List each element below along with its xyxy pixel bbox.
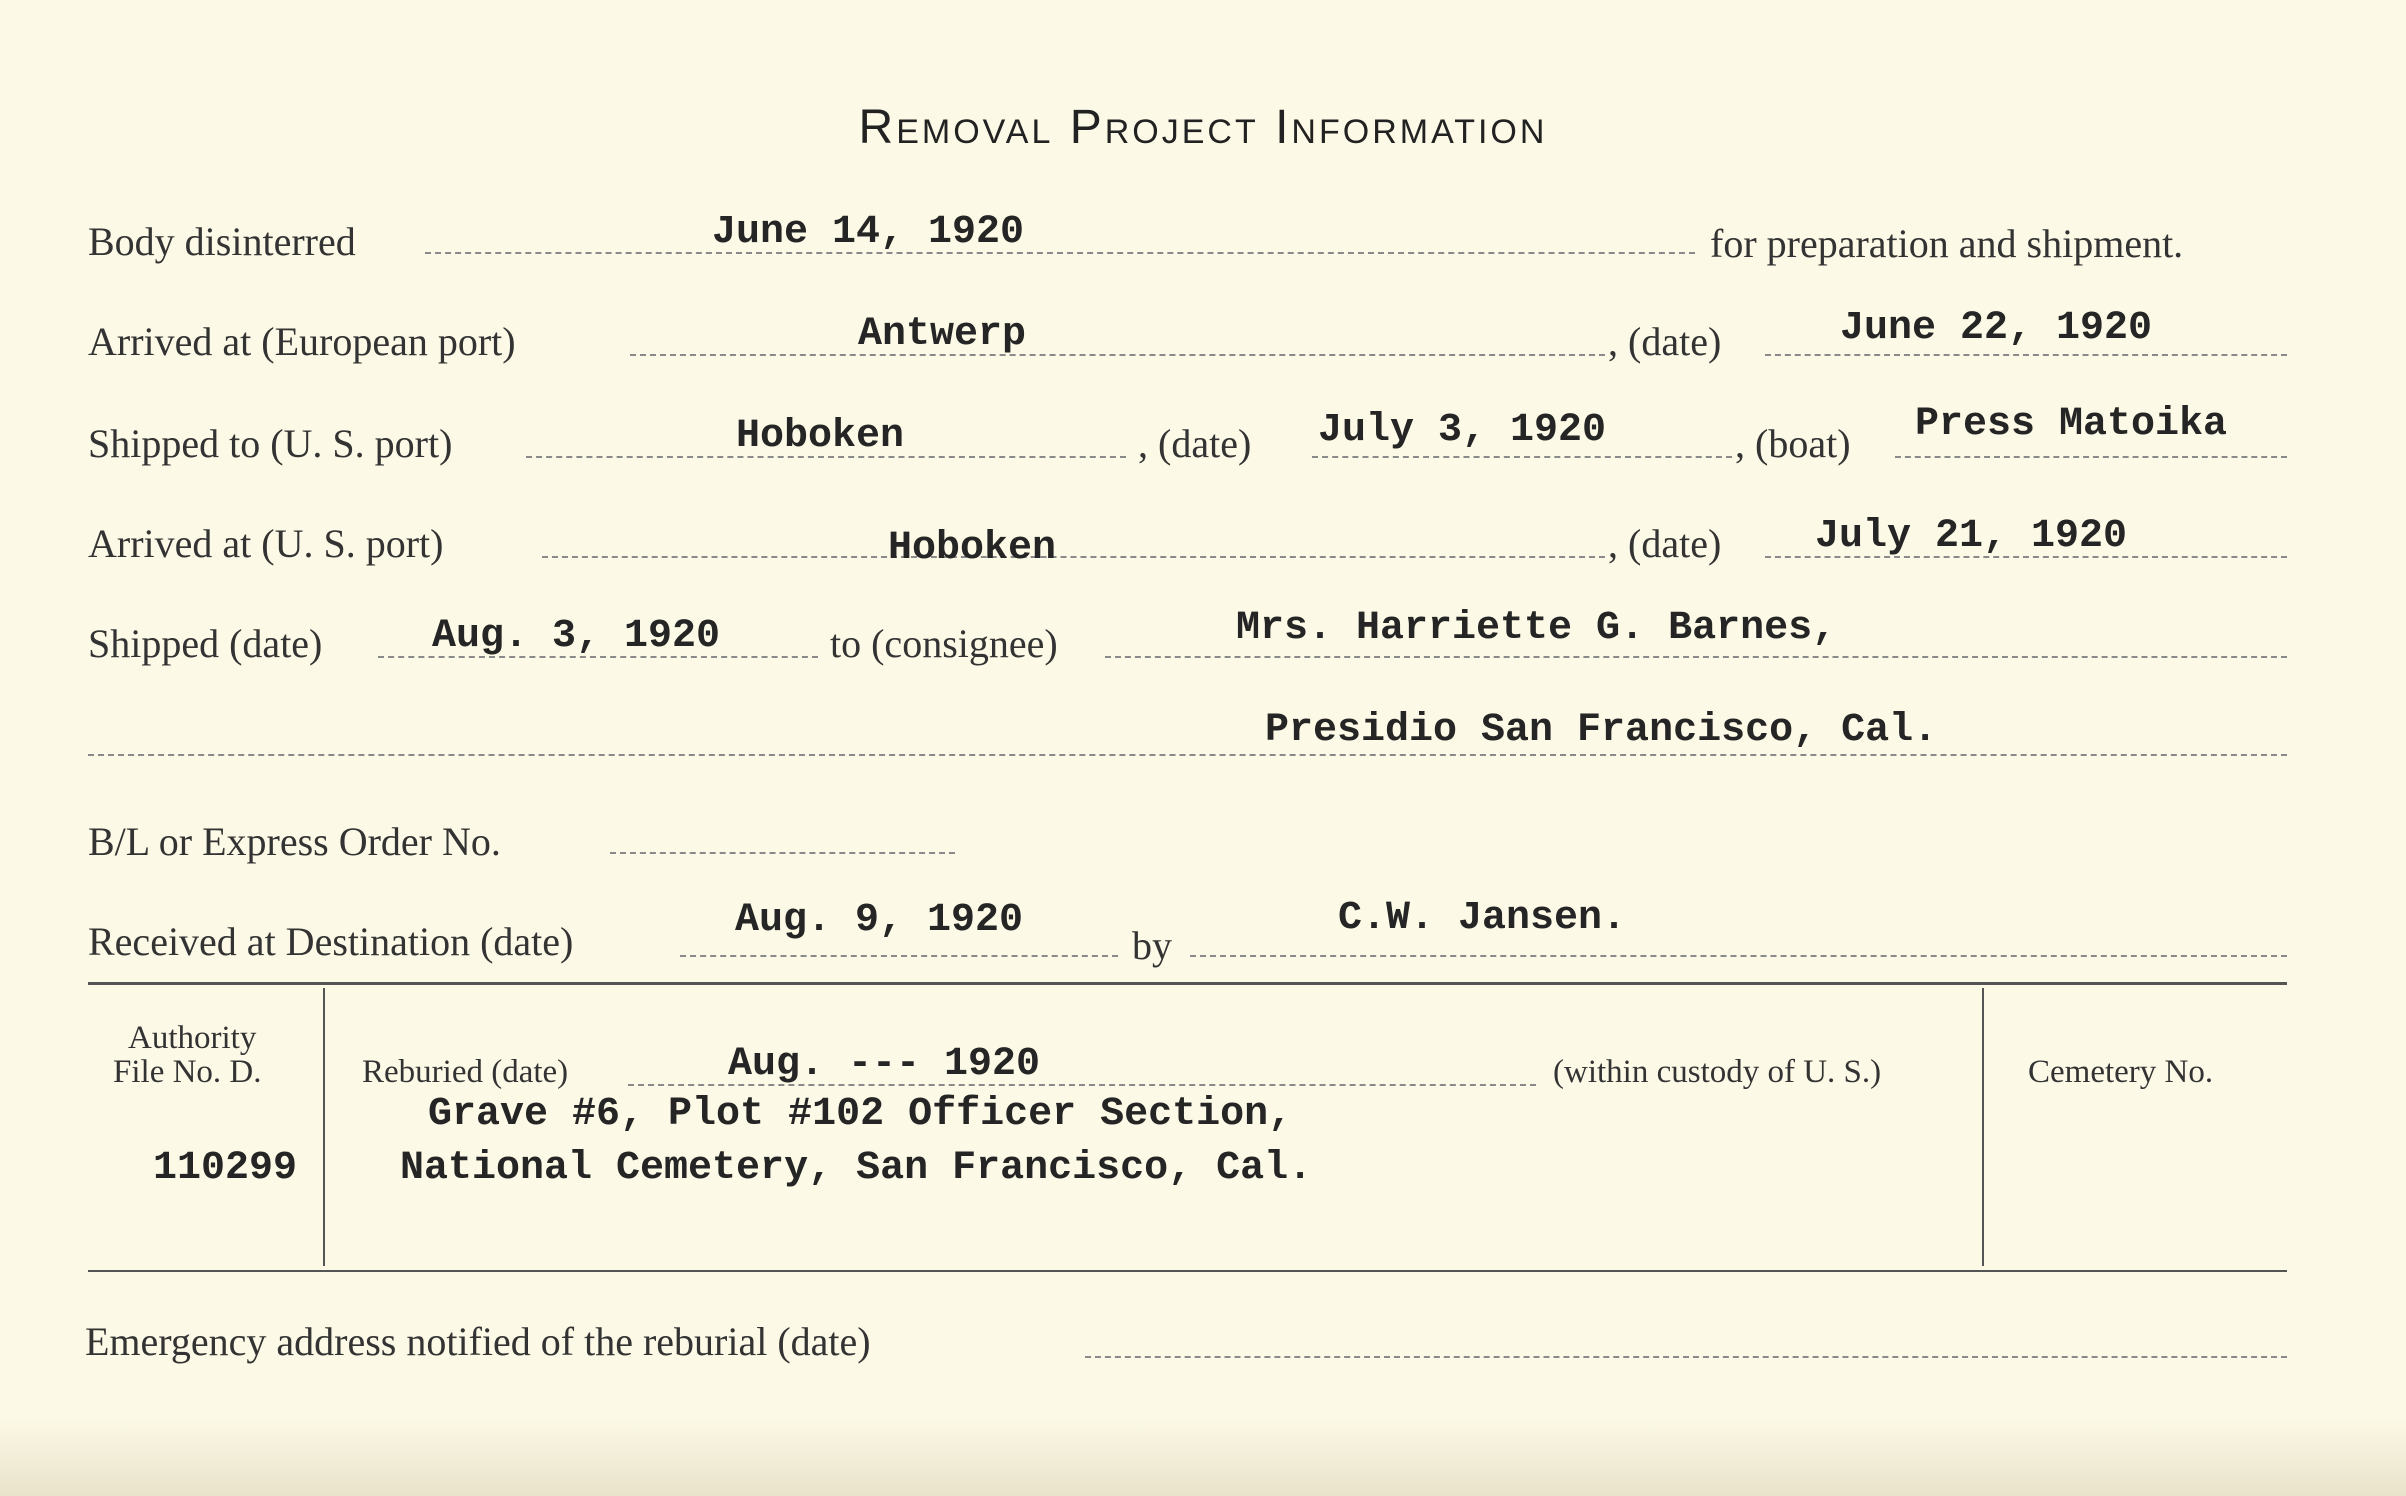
authority-label-line2: File No. D. (113, 1054, 262, 1090)
box-bottom-rule (88, 1270, 2287, 1272)
boat-value: Press Matoika (1915, 402, 2228, 447)
emergency-address-line (1085, 1356, 2287, 1358)
arrived-european-port-label: Arrived at (European port) (88, 319, 516, 364)
box-left-divider (323, 988, 325, 1266)
by-label: by (1132, 923, 1172, 968)
box-top-rule (88, 982, 2287, 985)
us-port-shipped-value: Hoboken (736, 414, 905, 459)
received-destination-label: Received at Destination (date) (88, 919, 574, 964)
for-preparation-label: for preparation and shipment. (1710, 221, 2184, 266)
grave-line1-value: Grave #6, Plot #102 Officer Section, (428, 1092, 1293, 1137)
us-port-shipped-date-line (1312, 456, 1732, 458)
to-consignee-label: to (consignee) (830, 621, 1058, 666)
received-by-value: C.W. Jansen. (1338, 896, 1627, 941)
consignee-line-1 (1105, 656, 2287, 658)
bl-order-label: B/L or Express Order No. (88, 819, 501, 864)
boat-label: , (boat) (1735, 421, 1851, 466)
us-port-arrived-date-value: July 21, 1920 (1815, 514, 2128, 559)
us-port-arrived-value: Hoboken (888, 526, 1057, 571)
european-port-date-line (1765, 354, 2287, 356)
european-port-date-label: , (date) (1608, 319, 1722, 364)
boat-line (1895, 456, 2287, 458)
within-custody-label: (within custody of U. S.) (1553, 1054, 1882, 1090)
card-title: Removal Project Information (858, 101, 1548, 154)
us-port-arrived-date-label: , (date) (1608, 521, 1722, 566)
consignee-line1-value: Mrs. Harriette G. Barnes, (1236, 606, 1837, 651)
file-number-value: 110299 (153, 1146, 298, 1191)
grave-line2-value: National Cemetery, San Francisco, Cal. (400, 1146, 1313, 1191)
received-date-value: Aug. 9, 1920 (735, 898, 1024, 943)
received-by-line (1190, 955, 2287, 957)
arrived-us-port-label: Arrived at (U. S. port) (88, 521, 444, 566)
body-disinterred-label: Body disinterred (88, 219, 356, 264)
european-port-value: Antwerp (858, 312, 1027, 357)
authority-label-line1: Authority (128, 1020, 257, 1056)
us-port-arrived-line (542, 556, 1605, 558)
us-port-shipped-date-label: , (date) (1138, 421, 1252, 466)
disinterred-date-value: June 14, 1920 (712, 210, 1025, 255)
shipped-date-value: Aug. 3, 1920 (432, 614, 721, 659)
bl-order-line (610, 852, 955, 854)
european-port-date-value: June 22, 1920 (1840, 306, 2153, 351)
reburied-date-label: Reburied (date) (362, 1054, 569, 1090)
european-port-line (630, 354, 1605, 356)
box-right-divider (1982, 988, 1984, 1266)
cemetery-no-label: Cemetery No. (2028, 1054, 2214, 1090)
reburied-date-value: Aug. --- 1920 (728, 1042, 1041, 1087)
consignee-line-2 (88, 754, 2287, 756)
disinterred-date-line (425, 252, 1695, 254)
shipped-to-us-port-label: Shipped to (U. S. port) (88, 421, 453, 466)
card-bottom-edge (0, 1416, 2406, 1496)
received-date-line (680, 955, 1118, 957)
emergency-address-label: Emergency address notified of the reburial (date) (85, 1319, 871, 1364)
shipped-date-label: Shipped (date) (88, 621, 323, 666)
consignee-line2-value: Presidio San Francisco, Cal. (1265, 708, 1938, 753)
us-port-shipped-date-value: July 3, 1920 (1318, 408, 1607, 453)
